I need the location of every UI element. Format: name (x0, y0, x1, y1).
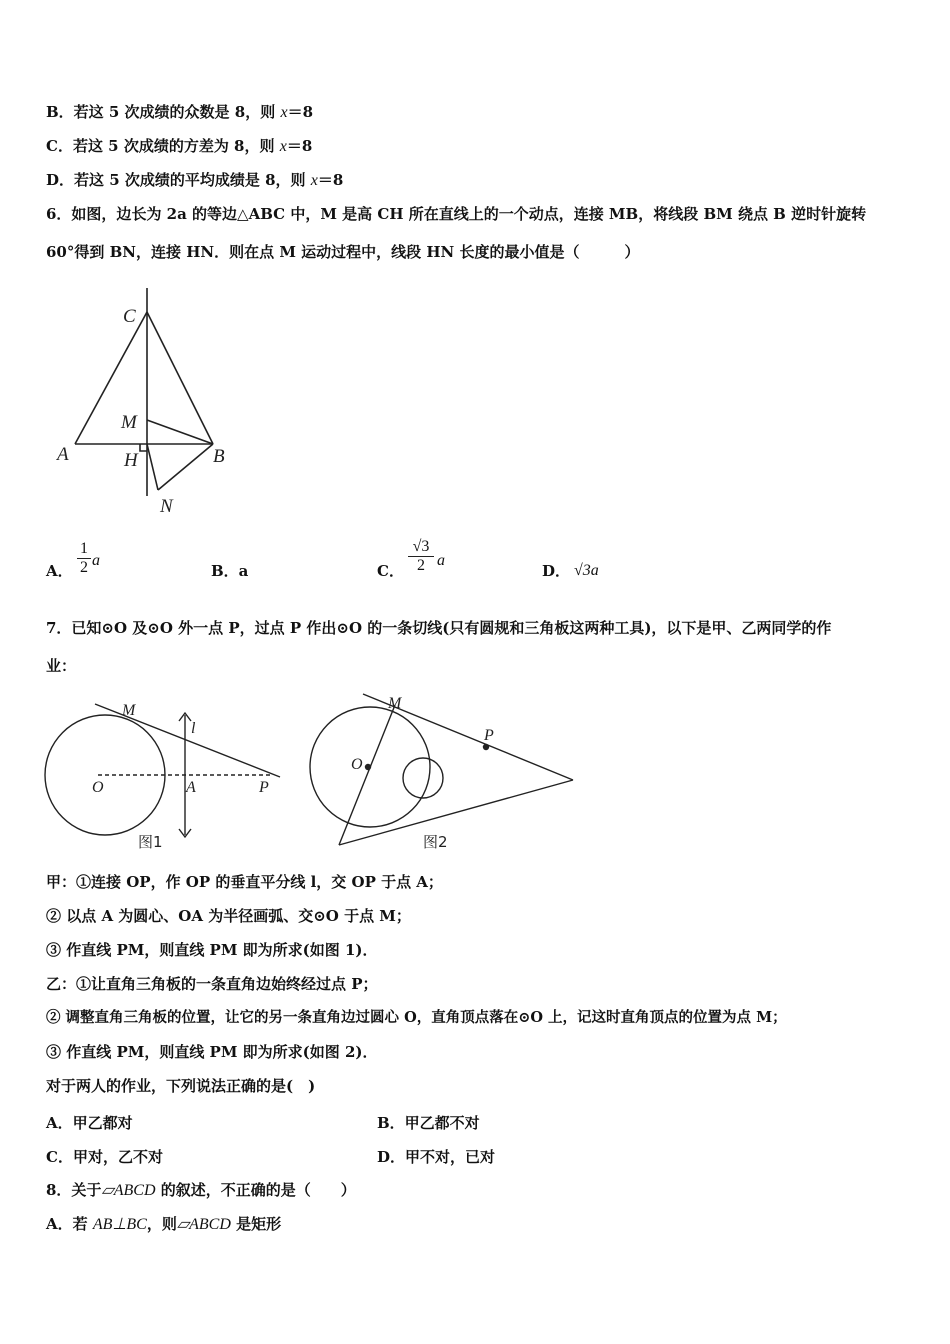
fig1-caption: 图1 (138, 833, 163, 851)
fig1-label-l: l (191, 720, 196, 737)
fig2-caption: 图2 (423, 833, 448, 851)
jia-step-2: ② 以点 A 为圆心、OA 为半径画弧、交⊙O 于点 M； (46, 907, 411, 925)
q6-option-c: C． (377, 562, 404, 580)
q6-option-c-fraction: $\frac{√3}{2}$ (408, 538, 434, 575)
q7-stem-line1: 7．已知⊙O 及⊙O 外一点 P，过点 P 作出⊙O 的一条切线(只有圆规和三角板这两种工具)，以下是甲、乙两同学的作 (46, 619, 832, 637)
q6-figure (40, 280, 260, 520)
q7-option-c: C．甲对，乙不对 (46, 1148, 163, 1166)
q6-stem-line2: 60°得到 BN，连接 HN．则在点 M 运动过程中，线段 HN 长度的最小值是（ ） (46, 243, 640, 261)
q6-option-a: A． (46, 562, 73, 580)
q6-option-d: D． (542, 562, 571, 580)
q6-option-c-var: a (437, 552, 445, 569)
q6-option-b: B．a (211, 562, 249, 580)
q7-question: 对于两人的作业，下列说法正确的是( ) (46, 1077, 316, 1095)
q5-option-c: C．若这 5 次成绩的方差为 8，则 x＝8 (46, 137, 313, 155)
q7-option-d: D．甲不对，已对 (377, 1148, 496, 1166)
q6-stem-line1: 6．如图，边长为 2a 的等边△ABC 中，M 是高 CH 所在直线上的一个动点，连接 MB，将线段 BM 绕点 B 逆时针旋转 (46, 205, 867, 223)
fig1-label-m: M (122, 702, 136, 719)
q7-option-b: B．甲乙都不对 (377, 1114, 480, 1132)
jia-step-1: 甲：①连接 OP，作 OP 的垂直平分线 l，交 OP 于点 A； (46, 873, 443, 891)
fig1-label-a: A (186, 779, 196, 796)
q6-option-d-value: √3a (574, 562, 599, 579)
label-b: B (213, 446, 225, 467)
fig2-label-p: P (484, 727, 494, 744)
q7-figure-1 (40, 695, 290, 855)
yi-step-3: ③ 作直线 PM，则直线 PM 即为所求(如图 2)． (46, 1043, 378, 1061)
q8-option-a: A．若 AB⊥BC，则▱ABCD 是矩形 (46, 1215, 282, 1233)
q7-stem-line2: 业： (46, 657, 77, 675)
q6-option-a-var: a (92, 552, 100, 569)
fig2-label-o: O (351, 756, 363, 773)
yi-step-1: 乙：①让直角三角板的一条直角边始终经过点 P； (46, 975, 378, 993)
label-h: H (124, 450, 138, 471)
label-c: C (123, 306, 136, 327)
fig2-label-m: M (388, 695, 402, 712)
q7-option-a: A．甲乙都对 (46, 1114, 133, 1132)
q7-figure-2 (305, 690, 580, 855)
jia-step-3: ③ 作直线 PM，则直线 PM 即为所求(如图 1)． (46, 941, 378, 959)
q8-stem: 8．关于▱ABCD 的叙述，不正确的是（ ） (46, 1181, 356, 1199)
label-n: N (160, 496, 173, 517)
yi-step-2: ② 调整直角三角板的位置，让它的另一条直角边过圆心 O，直角顶点落在⊙O 上，记这时直角顶点的位置为点 M； (46, 1009, 787, 1026)
fig1-label-o: O (92, 779, 104, 796)
q5-option-b: B．若这 5 次成绩的众数是 8，则 x＝8 (46, 103, 313, 121)
fig1-label-p: P (259, 779, 269, 796)
q6-option-a-fraction: $\frac{1}{2}$ (77, 540, 91, 577)
label-m: M (121, 412, 137, 433)
q5-option-d: D．若这 5 次成绩的平均成绩是 8，则 x＝8 (46, 171, 344, 189)
label-a: A (57, 444, 69, 465)
